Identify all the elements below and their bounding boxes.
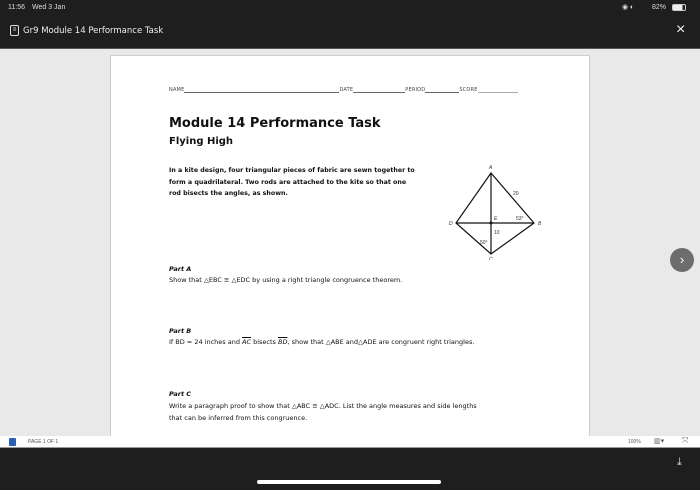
label-d: D: [449, 221, 453, 227]
next-page-button[interactable]: ›: [670, 248, 694, 272]
status-bar: [0, 0, 700, 16]
period-label: PERIOD: [405, 87, 426, 93]
kite-outline: [456, 173, 534, 254]
part-a-heading: Part A: [169, 265, 192, 273]
part-b-text: [169, 337, 474, 348]
date-label: DATE: [339, 87, 354, 93]
part-b-text-1: If BD = 24 inches and: [169, 338, 243, 346]
intro-line: In a kite design, four triangular pieces of fabric are sewn together to: [169, 167, 415, 174]
point-e: [490, 222, 493, 225]
status-date: Wed 3 Jan: [32, 4, 66, 11]
part-c: [169, 388, 477, 424]
zoom-level[interactable]: 100%: [628, 439, 641, 445]
part-a-text: Show that △EBC ≅ △EDC by using a right triangle congruence theorem.: [169, 276, 403, 284]
part-b: [169, 326, 474, 348]
label-c: C: [489, 257, 493, 260]
part-c-heading: Part C: [169, 390, 192, 398]
score-label: SCORE: [459, 87, 478, 93]
part-b-text-2: bisects: [251, 338, 278, 346]
label-angle-b: 53°: [516, 216, 524, 222]
word-icon: [9, 438, 16, 446]
document-page: [110, 55, 590, 437]
intro-line: form a quadrilateral. Two rods are attached to the kite so that one: [169, 178, 407, 186]
part-b-heading: Part B: [169, 327, 192, 335]
battery-icon: [672, 4, 686, 11]
document-icon: ≡: [10, 25, 19, 36]
part-c-line: Write a paragraph proof to show that △ABC ≅ △ADC. List the angle measures and side lengths: [169, 402, 477, 410]
battery-percent: 82%: [652, 4, 667, 11]
kite-diagram: [441, 160, 551, 260]
period-line: [425, 87, 459, 93]
segment-bd: $\overline{BD}$: [278, 338, 288, 346]
date-line: [353, 87, 405, 93]
intro-paragraph: [169, 165, 415, 200]
page-indicator: PAGE 1 OF 1: [28, 439, 59, 445]
label-angle-c: 50°: [480, 240, 488, 246]
wifi-icon: ◉ ◐: [622, 4, 635, 11]
close-icon[interactable]: ×: [676, 21, 686, 38]
segment-ac: $\overline{AC}$: [242, 338, 252, 346]
part-a: [169, 264, 402, 286]
document-title: Gr9 Module 14 Performance Task: [23, 26, 164, 36]
status-time: 11:56: [8, 4, 25, 11]
part-c-line: that can be inferred from this congruence.: [169, 414, 308, 422]
name-label: NAME: [169, 87, 185, 93]
page-view-icon[interactable]: ▥▾: [654, 438, 665, 445]
title-bar: [0, 16, 700, 48]
document-viewer[interactable]: [0, 48, 700, 436]
label-a: A: [489, 165, 493, 171]
document-subtitle: Flying High: [169, 136, 234, 147]
document-title-heading: Module 14 Performance Task: [169, 116, 381, 131]
bottom-toolbar: [0, 436, 700, 448]
label-e: E: [494, 216, 498, 222]
label-seg-ec: 10: [494, 230, 500, 236]
home-indicator[interactable]: [257, 480, 441, 484]
download-icon[interactable]: ⤓: [677, 456, 682, 468]
name-line: [184, 87, 339, 93]
intro-line: rod bisects the angles, as shown.: [169, 190, 288, 197]
label-b: B: [538, 221, 542, 227]
fullscreen-icon[interactable]: ⤧: [682, 436, 689, 445]
score-line: [478, 87, 518, 93]
part-b-text-3: , show that △ABE and△ADE are congruent right triangles.: [287, 338, 475, 346]
label-side-ab: 20: [513, 191, 519, 197]
header-fields: [169, 87, 539, 93]
